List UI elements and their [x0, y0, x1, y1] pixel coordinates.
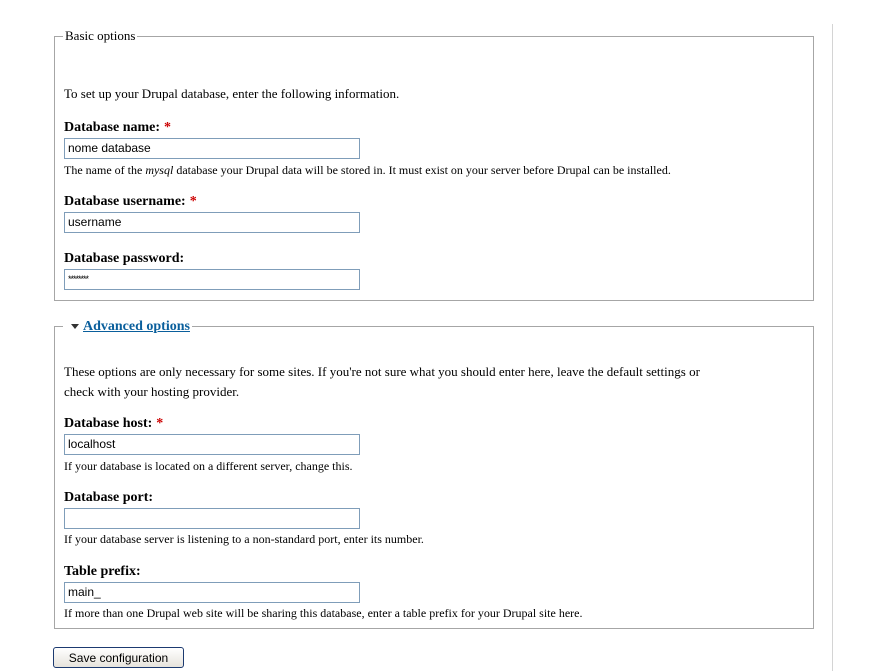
save-configuration-button[interactable]: Save configuration: [53, 647, 184, 668]
database-port-input[interactable]: [64, 508, 360, 529]
advanced-intro-line2: check with your hosting provider.: [64, 384, 240, 399]
database-host-label-text: Database host:: [64, 416, 153, 431]
advanced-options-fieldset: [54, 318, 814, 629]
advanced-options-legend[interactable]: [63, 318, 192, 335]
required-marker: *: [156, 416, 164, 431]
database-username-label: [64, 194, 197, 210]
required-marker: *: [164, 120, 172, 135]
database-name-description: [64, 162, 671, 178]
advanced-intro-line1: These options are only necessary for some sites. If you're not sure what you should enter here, leave the default settings or: [64, 364, 700, 379]
database-port-description: If your database server is listening to a non-standard port, enter its number.: [64, 532, 424, 546]
database-password-label: Database password:: [64, 251, 185, 266]
database-host-description: If your database is located on a different server, change this.: [64, 459, 353, 473]
database-username-input[interactable]: username: [64, 212, 360, 233]
table-prefix-description: If more than one Drupal web site will be sharing this database, enter a table prefix for your Drupal site here.: [64, 606, 583, 620]
database-port-label: Database port:: [64, 490, 154, 505]
database-name-label: [64, 120, 171, 136]
database-name-label-text: Database name:: [64, 120, 161, 135]
database-name-desc-emphasis: mysql: [145, 163, 174, 177]
page-divider: [832, 24, 833, 671]
database-host-input[interactable]: localhost: [64, 434, 360, 455]
advanced-options-link[interactable]: Advanced options: [83, 319, 190, 334]
basic-intro-text: To set up your Drupal database, enter the following information.: [64, 86, 400, 101]
table-prefix-label: Table prefix:: [64, 564, 141, 579]
database-name-input[interactable]: nome database: [64, 138, 360, 159]
database-password-input[interactable]: ********: [64, 269, 360, 290]
database-username-label-text: Database username:: [64, 194, 186, 209]
basic-options-fieldset: [54, 28, 814, 301]
database-host-label: [64, 416, 163, 432]
basic-options-legend: Basic options: [65, 28, 136, 43]
table-prefix-input[interactable]: main_: [64, 582, 360, 603]
database-name-desc-part2: database your Drupal data will be stored in. It must exist on your server before Drupal can be installed.: [173, 163, 671, 177]
database-name-desc-part1: The name of the: [64, 163, 146, 177]
collapse-caret-icon[interactable]: [71, 324, 79, 329]
required-marker: *: [189, 194, 197, 209]
